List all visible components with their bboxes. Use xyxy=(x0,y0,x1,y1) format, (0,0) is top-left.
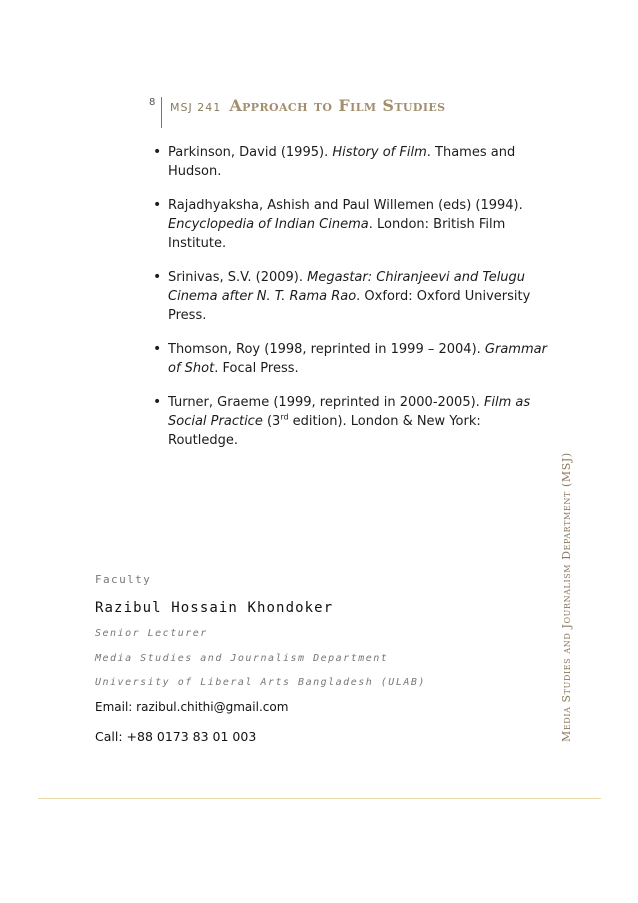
reference-text: . London: British Film Institute. xyxy=(168,217,506,251)
reference-title: Film as Social Practice xyxy=(168,395,531,429)
bullet-icon: • xyxy=(153,269,162,285)
reference-item xyxy=(150,143,550,181)
reference-title: Encyclopedia of Indian Cinema xyxy=(168,217,369,232)
reference-title: Megastar: Chiranjeevi and Telugu Cinema after N. T. Rama Rao xyxy=(168,270,526,304)
footer-rule xyxy=(38,798,601,799)
bullet-icon: • xyxy=(153,394,162,410)
reference-item xyxy=(150,393,550,450)
reference-item xyxy=(150,340,550,378)
faculty-department: Media Studies and Journalism Department xyxy=(95,653,389,664)
faculty-email: Email: razibul.chithi@gmail.com xyxy=(95,700,289,714)
faculty-title: Senior Lecturer xyxy=(95,628,208,639)
reference-text: edition). London & New York: Routledge. xyxy=(168,414,481,448)
reference-text: . Thames and Hudson. xyxy=(168,145,516,179)
reference-text: Thomson, Roy (1998, reprinted in 1999 – 2004). xyxy=(168,342,485,357)
bullet-icon: • xyxy=(153,197,162,213)
sidebar-department-label: Media Studies and Journalism Department (MSJ) xyxy=(560,452,573,742)
bullet-icon: • xyxy=(153,144,162,160)
course-title: Approach to Film Studies xyxy=(229,96,446,115)
reference-text: Srinivas, S.V. (2009). xyxy=(168,270,308,285)
header-divider xyxy=(161,97,162,128)
reference-text: . Oxford: Oxford University Press. xyxy=(168,289,531,323)
reference-item xyxy=(150,196,550,253)
reference-text: Turner, Graeme (1999, reprinted in 2000-2005). xyxy=(168,395,484,410)
course-code: MSJ 241 xyxy=(170,101,222,114)
reference-title: History of Film xyxy=(332,145,427,160)
reference-text: Parkinson, David (1995). xyxy=(168,145,333,160)
faculty-name: Razibul Hossain Khondoker xyxy=(95,600,334,616)
reference-text: rd xyxy=(280,412,289,422)
reference-text: . Focal Press. xyxy=(214,361,299,376)
reference-title: Grammar of Shot xyxy=(168,342,547,376)
page-number: 8 xyxy=(149,97,156,108)
bullet-icon: • xyxy=(153,341,162,357)
faculty-block xyxy=(95,573,426,744)
reference-text: (3 xyxy=(262,414,281,429)
reference-list xyxy=(150,143,550,465)
faculty-university: University of Liberal Arts Bangladesh (ULAB) xyxy=(95,677,426,688)
faculty-label: Faculty xyxy=(95,573,152,586)
reference-item xyxy=(150,268,550,325)
reference-text: Rajadhyaksha, Ashish and Paul Willemen (eds) (1994). xyxy=(168,198,523,213)
faculty-phone: Call: +88 0173 83 01 003 xyxy=(95,729,257,744)
course-header xyxy=(170,96,446,115)
